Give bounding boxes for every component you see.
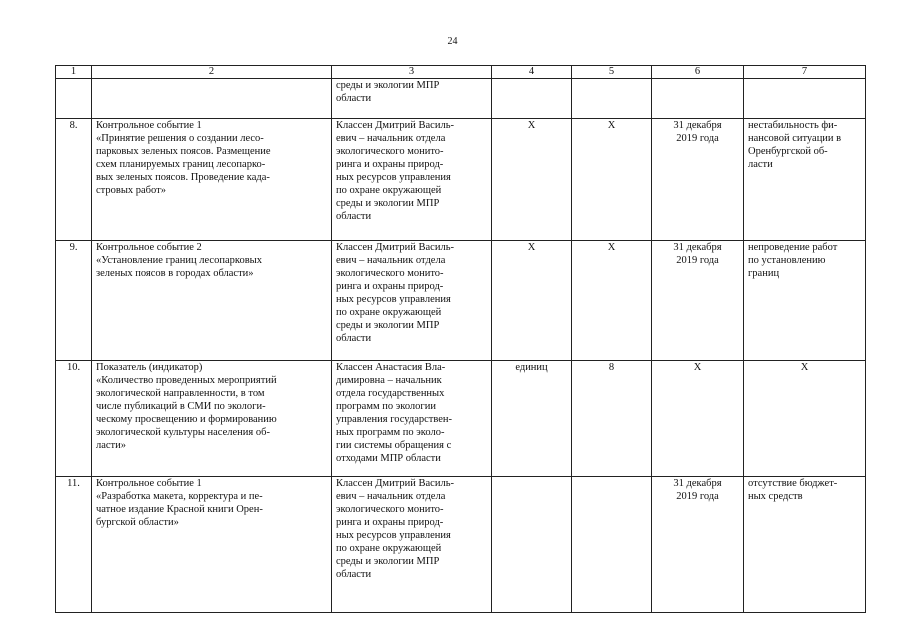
cell-line: экологической культуры населения об-	[96, 427, 270, 438]
cell-line: 31 декабря	[673, 242, 722, 253]
cell-line: Оренбургской об-	[748, 146, 828, 157]
row-number-cell: 9.	[56, 241, 92, 361]
cell-line: «Принятие решения о создании лесо-	[96, 133, 264, 144]
cell-line: 2019 года	[676, 133, 719, 144]
header-cell: 5	[572, 66, 652, 79]
cell-line: управления государствен-	[336, 414, 453, 425]
continuation-responsible-cell	[332, 79, 492, 119]
deadline-cell	[652, 119, 744, 241]
cell-line: Классен Анастасия Вла-	[336, 362, 446, 373]
event-description-cell	[92, 241, 332, 361]
cell-line: отдела государственных	[336, 388, 445, 399]
cell-line: парковых зеленых поясов. Размещение	[96, 146, 271, 157]
header-cell: 2	[92, 66, 332, 79]
cell-line: чатное издание Красной книги Орен-	[96, 504, 263, 515]
cell-line: 31 декабря	[673, 120, 722, 131]
cell-line: евич – начальник отдела	[336, 491, 446, 502]
cell-line: ческому просвещению и формированию	[96, 414, 277, 425]
cell-line: ринга и охраны природ-	[336, 281, 444, 292]
cell-line: «Разработка макета, корректура и пе-	[96, 491, 263, 502]
cell-line: ласти»	[96, 440, 127, 451]
cell-line: Контрольное событие 1	[96, 120, 202, 131]
cell-line: Контрольное событие 2	[96, 242, 202, 253]
table-header-row	[56, 66, 866, 79]
cell-line: экологического монито-	[336, 268, 444, 279]
responsible-person-cell	[332, 361, 492, 477]
cell-line: Классен Дмитрий Василь-	[336, 120, 454, 131]
cell-line: «Установление границ лесопарковых	[96, 255, 262, 266]
cell-line: Контрольное событие 1	[96, 478, 202, 489]
deadline-cell	[652, 477, 744, 613]
cell-line: Классен Дмитрий Василь-	[336, 478, 454, 489]
event-description-cell	[92, 361, 332, 477]
row-number-cell: 8.	[56, 119, 92, 241]
page-number: 24	[447, 36, 458, 47]
value-cell: Х	[572, 119, 652, 241]
cell-line: ных ресурсов управления	[336, 530, 451, 541]
table-cell	[572, 79, 652, 119]
cell-line: ласти	[748, 159, 773, 170]
cell-line: отсутствие бюджет-	[748, 478, 838, 489]
table-cell	[744, 79, 866, 119]
row-number-cell: 10.	[56, 361, 92, 477]
cell-line: Классен Дмитрий Василь-	[336, 242, 454, 253]
table-row	[56, 361, 866, 477]
unit-cell: Х	[492, 119, 572, 241]
risk-cell	[744, 477, 866, 613]
cell-line: по охране окружающей	[336, 543, 442, 554]
cell-line: Х	[693, 362, 702, 373]
cell-line: евич – начальник отдела	[336, 133, 446, 144]
table-row	[56, 119, 866, 241]
cell-line: зеленых поясов в городах области»	[96, 268, 254, 279]
cell-line: среды и экологии МПР	[336, 198, 440, 209]
value-cell	[572, 477, 652, 613]
cell-line: по установлению	[748, 255, 826, 266]
cell-line: 2019 года	[676, 491, 719, 502]
table-cell	[92, 79, 332, 119]
cell-line: ринга и охраны природ-	[336, 159, 444, 170]
unit-cell: Х	[492, 241, 572, 361]
cell-line: среды и экологии МПР	[336, 80, 440, 91]
header-cell: 3	[332, 66, 492, 79]
cell-line: нансовой ситуации в	[748, 133, 842, 144]
cell-line: числе публикаций в СМИ по экологи-	[96, 401, 266, 412]
header-cell: 4	[492, 66, 572, 79]
document-table	[55, 65, 866, 613]
cell-line: программ по экологии	[336, 401, 436, 412]
cell-line: бургской области»	[96, 517, 179, 528]
cell-line: димировна – начальник	[336, 375, 442, 386]
cell-line: области	[336, 333, 372, 344]
table-cell	[492, 79, 572, 119]
row-number-cell: 11.	[56, 477, 92, 613]
cell-line: вых зеленых поясов. Проведение када-	[96, 172, 270, 183]
cell-line: «Количество проведенных мероприятий	[96, 375, 277, 386]
cell-line: Х	[800, 362, 809, 373]
cell-line: экологического монито-	[336, 146, 444, 157]
cell-line: экологического монито-	[336, 504, 444, 515]
event-description-cell	[92, 477, 332, 613]
unit-cell	[492, 477, 572, 613]
cell-line: гии системы обращения с	[336, 440, 452, 451]
risk-cell	[744, 119, 866, 241]
table-row	[56, 477, 866, 613]
cell-line: среды и экологии МПР	[336, 556, 440, 567]
cell-line: 2019 года	[676, 255, 719, 266]
cell-line: по охране окружающей	[336, 185, 442, 196]
responsible-person-cell	[332, 477, 492, 613]
header-cell: 7	[744, 66, 866, 79]
cell-line: ных программ по эколо-	[336, 427, 445, 438]
cell-line: границ	[748, 268, 780, 279]
responsible-person-cell	[332, 241, 492, 361]
cell-line: ных средств	[748, 491, 803, 502]
cell-line: области	[336, 93, 372, 104]
risk-cell	[744, 361, 866, 477]
cell-line: ных ресурсов управления	[336, 294, 451, 305]
deadline-cell	[652, 241, 744, 361]
cell-line: области	[336, 569, 372, 580]
value-cell: 8	[572, 361, 652, 477]
header-cell: 1	[56, 66, 92, 79]
event-description-cell	[92, 119, 332, 241]
cell-line: по охране окружающей	[336, 307, 442, 318]
continuation-row	[56, 79, 866, 119]
cell-line: области	[336, 211, 372, 222]
cell-line: евич – начальник отдела	[336, 255, 446, 266]
cell-line: нестабильность фи-	[748, 120, 838, 131]
unit-cell: единиц	[492, 361, 572, 477]
cell-line: экологической направленности, в том	[96, 388, 265, 399]
cell-line: непроведение работ	[748, 242, 838, 253]
value-cell: Х	[572, 241, 652, 361]
table-cell	[652, 79, 744, 119]
cell-line: ринга и охраны природ-	[336, 517, 444, 528]
responsible-person-cell	[332, 119, 492, 241]
table-cell	[56, 79, 92, 119]
header-cell: 6	[652, 66, 744, 79]
cell-line: Показатель (индикатор)	[96, 362, 203, 373]
cell-line: отходами МПР области	[336, 453, 441, 464]
table-row	[56, 241, 866, 361]
cell-line: схем планируемых границ лесопарко-	[96, 159, 266, 170]
deadline-cell	[652, 361, 744, 477]
cell-line: 31 декабря	[673, 478, 722, 489]
cell-line: среды и экологии МПР	[336, 320, 440, 331]
risk-cell	[744, 241, 866, 361]
cell-line: ных ресурсов управления	[336, 172, 451, 183]
cell-line: стровых работ»	[96, 185, 166, 196]
